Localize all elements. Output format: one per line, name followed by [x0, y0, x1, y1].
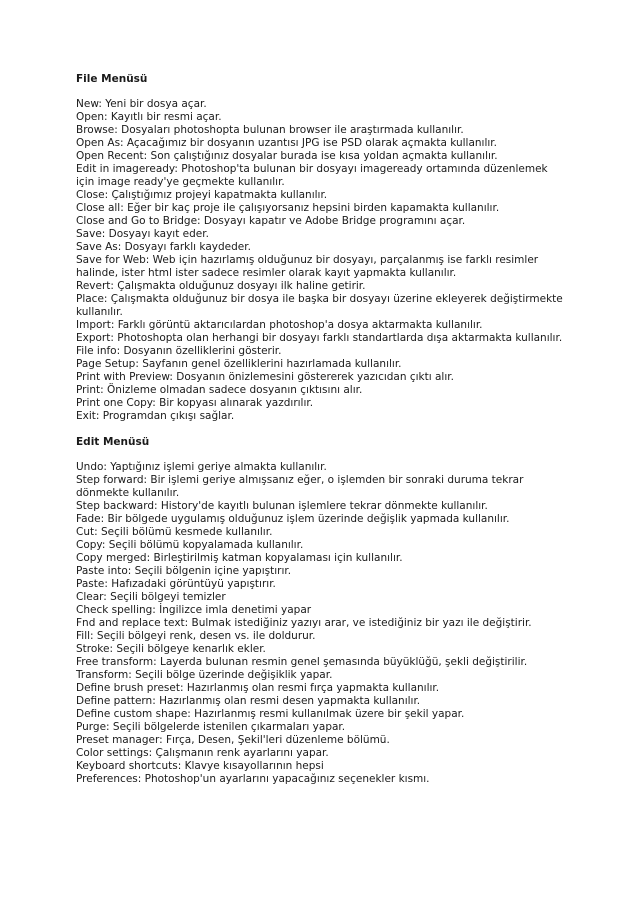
- list-item: Close all: Eğer bir kaç proje ile çalışıyorsanız hepsini birden kapamakta kullanılır.: [76, 202, 500, 214]
- list-item: Close and Go to Bridge: Dosyayı kapatır ve Adobe Bridge programını açar.: [76, 215, 466, 227]
- list-item: Print with Preview: Dosyanın önizlemesini göstererek yazıcıdan çıktı alır.: [76, 371, 454, 383]
- document-page: [76, 73, 566, 786]
- list-item: Define brush preset: Hazırlanmış olan resmi fırça yapmakta kullanılır.: [76, 682, 440, 694]
- list-item: Save for Web: Web için hazırlamış olduğunuz bir dosyayı, parçalanmış ise farklı resimler halinde, ister html ister sadece resimler olarak kayıt yapmakta kullanılır.: [76, 254, 539, 279]
- list-item: Place: Çalışmakta olduğunuz bir dosya ile başka bir dosyayı üzerine ekleyerek değiştirmekte kullanılır.: [76, 293, 563, 318]
- list-item: Print one Copy: Bir kopyası alınarak yazdırılır.: [76, 397, 314, 409]
- list-item: Preferences: Photoshop'un ayarlarını yapacağınız seçenekler kısmı.: [76, 773, 430, 785]
- list-item: Export: Photoshopta olan herhangi bir dosyayı farklı standartlarda dışa aktarmakta kullanılır.: [76, 332, 563, 344]
- list-item: Exit: Programdan çıkışı sağlar.: [76, 410, 235, 422]
- list-item: Fade: Bir bölgede uygulamış olduğunuz işlem üzerinde değişlik yapmada kullanılır.: [76, 513, 510, 525]
- list-item: Define pattern: Hazırlanmış olan resmi desen yapmakta kullanılır.: [76, 695, 421, 707]
- list-item: Purge: Seçili bölgelerde istenilen çıkarmaları yapar.: [76, 721, 346, 733]
- list-item: Stroke: Seçili bölgeye kenarlık ekler.: [76, 643, 266, 655]
- list-item: Copy merged: Birleştirilmiş katman kopyalaması için kullanılır.: [76, 552, 403, 564]
- list-item: Free transform: Layerda bulunan resmin genel şemasında büyüklüğü, şekli değiştirilir.: [76, 656, 528, 668]
- list-item: Fill: Seçili bölgeyi renk, desen vs. ile doldurur.: [76, 630, 316, 642]
- list-item: Open: Kayıtlı bir resmi açar.: [76, 111, 222, 123]
- list-item: Transform: Seçili bölge üzerinde değişiklik yapar.: [76, 669, 333, 681]
- list-item: Color settings: Çalışmanın renk ayarlarını yapar.: [76, 747, 329, 759]
- list-item: Print: Önizleme olmadan sadece dosyanın çıktısını alır.: [76, 384, 363, 396]
- list-item: Paste: Hafızadaki görüntüyü yapıştırır.: [76, 578, 276, 590]
- list-item: Save As: Dosyayı farklı kaydeder.: [76, 241, 251, 253]
- list-item: Clear: Seçili bölgeyi temizler: [76, 591, 226, 603]
- list-item: Save: Dosyayı kayıt eder.: [76, 228, 209, 240]
- list-item: Check spelling: İngilizce imla denetimi yapar: [76, 604, 312, 616]
- list-item: Close: Çalıştığımız projeyi kapatmakta kullanılır.: [76, 189, 328, 201]
- list-item: Page Setup: Sayfanın genel özelliklerini hazırlamada kullanılır.: [76, 358, 402, 370]
- list-item: New: Yeni bir dosya açar.: [76, 98, 207, 110]
- list-item: Open As: Açacağımız bir dosyanın uzantısı JPG ise PSD olarak açmakta kullanılır.: [76, 137, 497, 149]
- list-item: Paste into: Seçili bölgenin içine yapıştırır.: [76, 565, 292, 577]
- list-item: Import: Farklı görüntü aktarıcılardan photoshop'a dosya aktarmakta kullanılır.: [76, 319, 483, 331]
- list-item: Preset manager: Fırça, Desen, Şekil'leri düzenleme bölümü.: [76, 734, 390, 746]
- list-item: Step forward: Bir işlemi geriye almışsanız eğer, o işlemden bir sonraki duruma tekrar dönmekte kullanılır.: [76, 474, 524, 499]
- list-item: Open Recent: Son çalıştığınız dosyalar burada ise kısa yoldan açmakta kullanılır.: [76, 150, 498, 162]
- list-item: Step backward: History'de kayıtlı bulunan işlemlere tekrar dönmekte kullanılır.: [76, 500, 488, 512]
- list-item: Define custom shape: Hazırlanmış resmi kullanılmak üzere bir şekil yapar.: [76, 708, 465, 720]
- list-item: Undo: Yaptığınız işlemi geriye almakta kullanılır.: [76, 461, 327, 473]
- list-item: File info: Dosyanın özelliklerini gösterir.: [76, 345, 282, 357]
- list-item: Fnd and replace text: Bulmak istediğiniz yazıyı arar, ve istediğiniz bir yazı ile değiştirir.: [76, 617, 532, 629]
- section-title-edit-menu: Edit Menüsü: [76, 436, 150, 448]
- edit-menu-list: [76, 461, 566, 786]
- section-title-file-menu: File Menüsü: [76, 73, 148, 85]
- list-item: Browse: Dosyaları photoshopta bulunan browser ile araştırmada kullanılır.: [76, 124, 464, 136]
- edit-menu-section: [76, 436, 566, 786]
- file-menu-section: [76, 73, 566, 423]
- list-item: Revert: Çalışmakta olduğunuz dosyayı ilk haline getirir.: [76, 280, 366, 292]
- list-item: Copy: Seçili bölümü kopyalamada kullanılır.: [76, 539, 304, 551]
- list-item: Keyboard shortcuts: Klavye kısayollarının hepsi: [76, 760, 324, 772]
- file-menu-list: [76, 98, 566, 423]
- list-item: Edit in imageready: Photoshop'ta bulunan bir dosyayı imageready ortamında düzenlemek için image ready'ye geçmekte kullanılır.: [76, 163, 548, 188]
- list-item: Cut: Seçili bölümü kesmede kullanılır.: [76, 526, 273, 538]
